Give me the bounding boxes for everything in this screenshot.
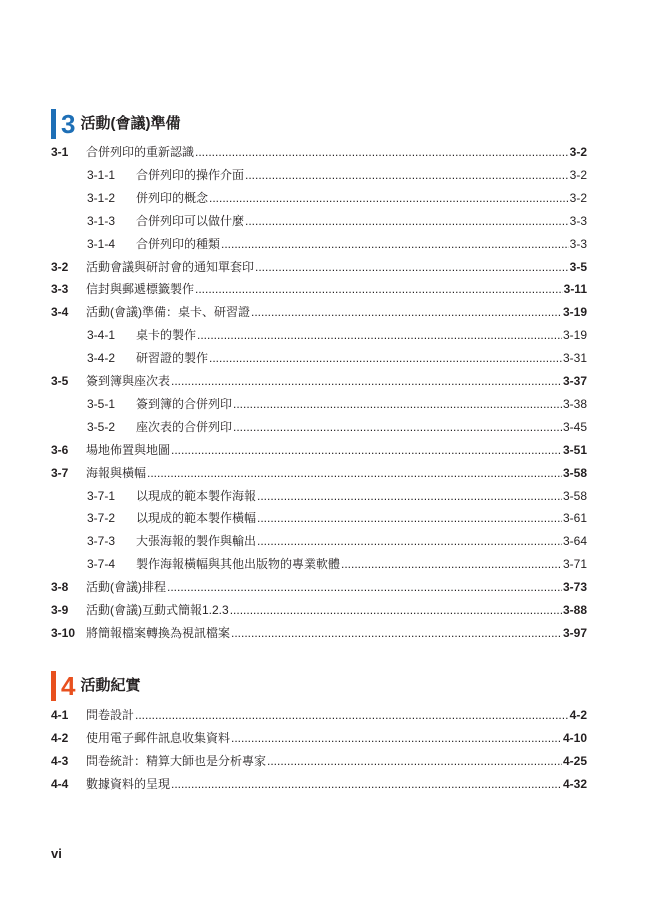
toc-entry-title: 將簡報檔案轉換為視訊檔案 xyxy=(86,625,231,640)
toc-entry-page-number: 3-71 xyxy=(562,557,587,572)
toc-entry-leader-dots xyxy=(195,280,563,298)
toc-entry-number: 3-8 xyxy=(51,580,69,595)
chapter-3-number: 3 xyxy=(61,109,75,139)
toc-entry-page-number: 3-2 xyxy=(569,190,587,205)
toc-entry-number: 3-1-1 xyxy=(87,167,116,182)
toc-entry[interactable] xyxy=(51,706,587,724)
toc-entry[interactable] xyxy=(51,212,587,230)
toc-entry-page-number: 3-58 xyxy=(562,488,587,503)
toc-entry-leader-dots xyxy=(257,532,562,550)
toc-entry-title: 場地佈置與地圖 xyxy=(86,442,171,457)
toc-entry-number: 3-3 xyxy=(51,282,69,297)
toc-entry-page-number: 3-3 xyxy=(569,236,587,251)
toc-entry-title: 座次表的合併列印 xyxy=(136,419,233,434)
toc-entry-number: 3-7 xyxy=(51,465,69,480)
toc-entry-page-number: 3-64 xyxy=(562,534,587,549)
toc-entry-title: 簽到簿與座次表 xyxy=(86,374,171,388)
chapter-4-title: 活動紀實 xyxy=(80,677,141,694)
toc-entry-number: 3-5-1 xyxy=(87,396,116,411)
toc-entry-page-number: 3-61 xyxy=(562,511,587,526)
toc-entry[interactable] xyxy=(51,752,587,770)
toc-entry-title: 以現成的範本製作橫幅 xyxy=(136,511,257,526)
chapter-3-title: 活動(會議)準備 xyxy=(80,115,181,132)
toc-entry[interactable] xyxy=(51,464,587,482)
toc-entry-number: 3-6 xyxy=(51,442,69,457)
toc-entry-number: 3-7-3 xyxy=(87,534,116,549)
toc-entry-page-number: 3-5 xyxy=(569,259,587,274)
toc-entry-number: 3-7-1 xyxy=(87,488,116,503)
toc-entry[interactable] xyxy=(51,601,587,619)
toc-entry-page-number: 3-3 xyxy=(569,213,587,228)
toc-entry-number: 3-1-2 xyxy=(87,190,116,205)
chapter-4-number: 4 xyxy=(61,671,75,701)
toc-entry-number: 3-1-4 xyxy=(87,236,116,251)
toc-entry-number: 3-4-1 xyxy=(87,328,116,343)
toc-entry-leader-dots xyxy=(135,706,569,724)
toc-entry-number: 3-10 xyxy=(51,625,76,640)
toc-entry-leader-dots xyxy=(147,464,562,482)
toc-entry-page-number: 4-2 xyxy=(569,708,587,722)
toc-entry-number: 4-1 xyxy=(51,708,69,722)
toc-entry-leader-dots xyxy=(221,235,569,253)
toc-entry[interactable] xyxy=(51,441,587,459)
toc-entry-number: 3-2 xyxy=(51,259,69,274)
toc-entry-page-number: 4-25 xyxy=(562,753,587,768)
toc-entry-title: 併列印的概念 xyxy=(136,190,209,205)
toc-entry-leader-dots xyxy=(267,752,562,770)
toc-entry-page-number: 3-2 xyxy=(569,145,587,159)
toc-entry-page-number: 3-58 xyxy=(562,465,587,480)
toc-entry-leader-dots xyxy=(233,418,562,436)
toc-entry[interactable] xyxy=(51,555,587,573)
toc-entry-page-number: 3-19 xyxy=(562,328,587,343)
toc-entry-leader-dots xyxy=(245,166,569,184)
toc-entry-title: 活動(會議)準備：桌卡、研習證 xyxy=(86,305,250,320)
toc-entry-title: 簽到簿的合併列印 xyxy=(136,396,233,411)
toc-entry-number: 3-4 xyxy=(51,305,69,320)
toc-entry-number: 4-3 xyxy=(51,753,69,768)
toc-entry-number: 4-2 xyxy=(51,730,69,745)
toc-entry[interactable] xyxy=(51,729,587,747)
toc-entry-page-number: 3-88 xyxy=(562,603,587,617)
toc-entry-leader-dots xyxy=(257,509,562,527)
toc-entry-leader-dots xyxy=(255,258,569,276)
toc-entry-title: 使用電子郵件訊息收集資料 xyxy=(86,730,231,745)
toc-entry-leader-dots xyxy=(197,326,562,344)
toc-entry-number: 3-5 xyxy=(51,374,69,388)
toc-entry-page-number: 3-2 xyxy=(569,167,587,182)
toc-entry-title: 活動會議與研討會的通知單套印 xyxy=(86,259,255,274)
toc-entry-leader-dots xyxy=(257,487,562,505)
toc-entry[interactable] xyxy=(51,578,587,596)
toc-entry-leader-dots xyxy=(195,143,569,161)
toc-entry-title: 問卷設計 xyxy=(86,708,135,722)
toc-entry-leader-dots xyxy=(171,775,562,793)
toc-entry[interactable] xyxy=(51,395,587,413)
toc-entry[interactable] xyxy=(51,418,587,436)
toc-entry-title: 合併列印的種類 xyxy=(136,236,221,251)
toc-entry[interactable] xyxy=(51,235,587,253)
toc-entry[interactable] xyxy=(51,143,587,161)
toc-entry-title: 研習證的製作 xyxy=(136,351,209,366)
toc-entry-title: 活動(會議)互動式簡報1.2.3 xyxy=(86,603,229,617)
toc-entry-number: 3-4-2 xyxy=(87,351,116,366)
toc-entry-page-number: 3-73 xyxy=(562,580,587,595)
chapter-4-accent-bar xyxy=(51,671,56,701)
toc-entry[interactable] xyxy=(51,624,587,642)
toc-entry[interactable] xyxy=(51,349,587,367)
chapter-3-accent-bar xyxy=(51,109,56,139)
toc-entry[interactable] xyxy=(51,372,587,390)
toc-entry-page-number: 3-45 xyxy=(562,419,587,434)
toc-entry-leader-dots xyxy=(231,624,562,642)
toc-entry-title: 大張海報的製作與輸出 xyxy=(136,534,257,549)
toc-entry-title: 海報與橫幅 xyxy=(86,465,147,480)
toc-entry-page-number: 3-37 xyxy=(562,374,587,388)
toc-entry-title: 合併列印可以做什麼 xyxy=(136,213,245,228)
toc-entry-title: 桌卡的製作 xyxy=(136,328,197,343)
toc-entry-page-number: 3-31 xyxy=(562,351,587,366)
toc-entry-leader-dots xyxy=(341,555,562,573)
toc-entry-title: 製作海報橫幅與其他出版物的專業軟體 xyxy=(136,557,341,572)
toc-entry-page-number: 4-10 xyxy=(562,730,587,745)
toc-entry-number: 3-1-3 xyxy=(87,213,116,228)
toc-entry-number: 3-5-2 xyxy=(87,419,116,434)
toc-entry[interactable] xyxy=(51,532,587,550)
toc-entry-number: 3-7-4 xyxy=(87,557,116,572)
toc-entry-number: 3-1 xyxy=(51,145,69,159)
toc-entry[interactable] xyxy=(51,280,587,298)
toc-entry-leader-dots xyxy=(245,212,569,230)
toc-entry-page-number: 3-51 xyxy=(562,442,587,457)
toc-entry-page-number: 3-38 xyxy=(562,396,587,411)
toc-entry-number: 3-9 xyxy=(51,603,69,617)
toc-entry-page-number: 3-11 xyxy=(563,282,587,297)
toc-entry[interactable] xyxy=(51,189,587,207)
toc-entry-leader-dots xyxy=(251,303,562,321)
toc-entry[interactable] xyxy=(51,303,587,321)
toc-entry-title: 以現成的範本製作海報 xyxy=(136,488,257,503)
toc-entry-leader-dots xyxy=(171,441,562,459)
toc-entry-leader-dots xyxy=(231,729,562,747)
toc-entry-page-number: 3-97 xyxy=(562,625,587,640)
page-folio: vi xyxy=(51,846,62,861)
toc-entry-leader-dots xyxy=(230,601,562,619)
toc-entry-leader-dots xyxy=(167,578,562,596)
toc-entry-leader-dots xyxy=(233,395,562,413)
toc-entry-title: 信封與郵遞標籤製作 xyxy=(86,282,195,297)
toc-entry-title: 數據資料的呈現 xyxy=(86,776,171,791)
toc-entry-leader-dots xyxy=(209,189,569,207)
toc-entry[interactable] xyxy=(51,487,587,505)
toc-entry-title: 合併列印的重新認識 xyxy=(86,145,195,159)
toc-entry-title: 活動(會議)排程 xyxy=(86,580,166,595)
toc-entry-page-number: 3-19 xyxy=(562,305,587,320)
toc-entry-number: 3-7-2 xyxy=(87,511,116,526)
toc-entry-title: 合併列印的操作介面 xyxy=(136,167,245,182)
chapter-4-heading xyxy=(51,671,140,701)
toc-entry-title: 問卷統計：精算大師也是分析專家 xyxy=(86,753,267,768)
toc-entry[interactable] xyxy=(51,258,587,276)
toc-entry[interactable] xyxy=(51,166,587,184)
chapter-3-heading xyxy=(51,109,180,139)
toc-entry-number: 4-4 xyxy=(51,776,69,791)
toc-entry-leader-dots xyxy=(209,349,562,367)
toc-entry-page-number: 4-32 xyxy=(562,776,587,791)
toc-entry[interactable] xyxy=(51,326,587,344)
toc-entry-leader-dots xyxy=(171,372,562,390)
toc-entry[interactable] xyxy=(51,509,587,527)
toc-entry[interactable] xyxy=(51,775,587,793)
